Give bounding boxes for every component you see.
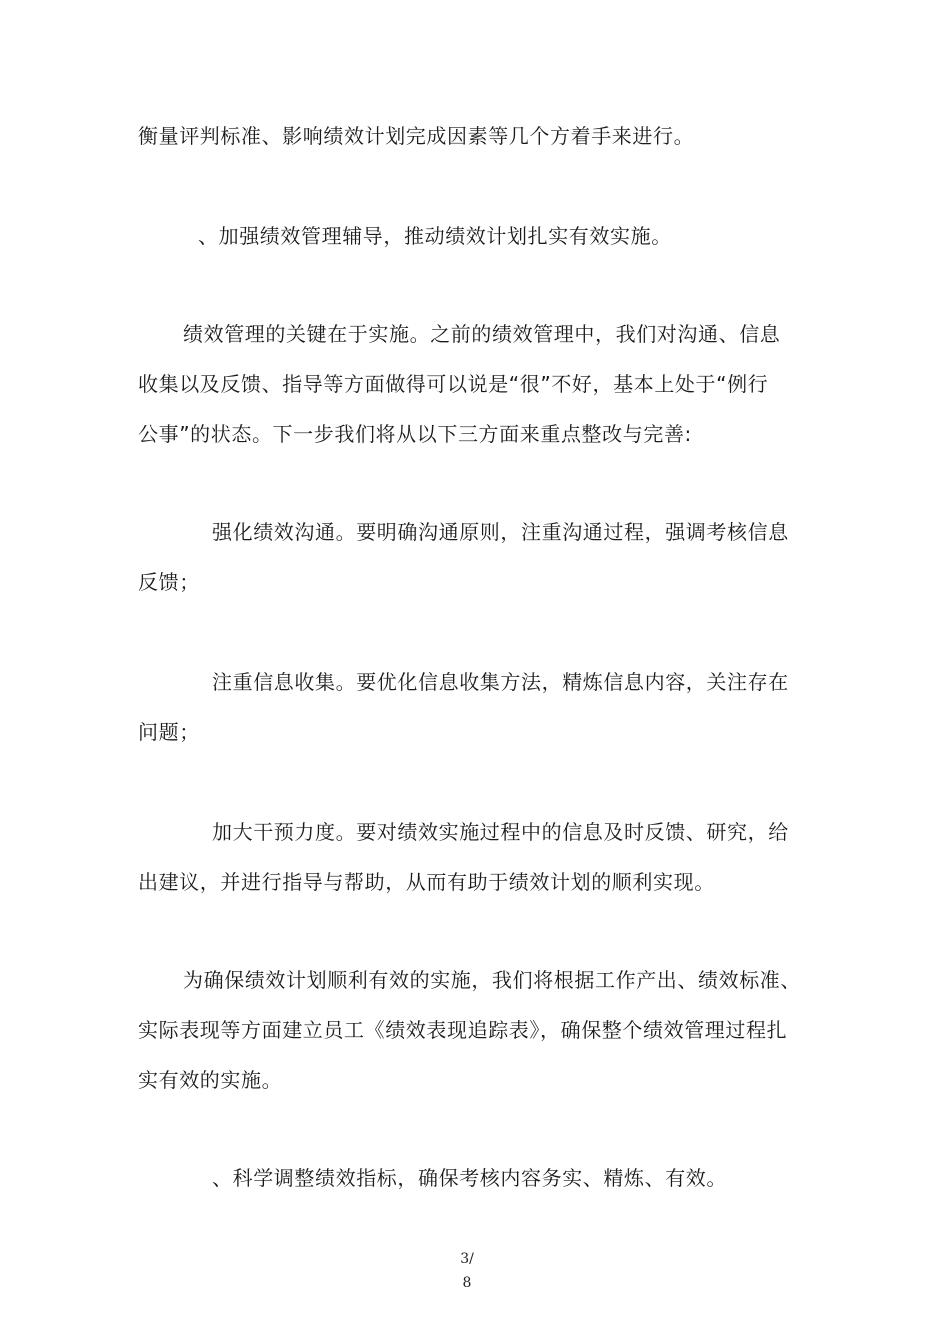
- paragraph-line-14: 实有效的实施。: [138, 1068, 283, 1092]
- paragraph-line-1: 衡量评判标准、影响绩效计划完成因素等几个方着手来进行。: [138, 124, 695, 148]
- list-item-line-1-cont: 反馈；: [138, 570, 200, 594]
- paragraph-line-13: 实际表现等方面建立员工《绩效表现追踪表》，确保整个绩效管理过程扎: [138, 1018, 788, 1042]
- list-item-line-2-cont: 问题；: [138, 720, 200, 744]
- paragraph-line-5: 公事”的状态。下一步我们将从以下三方面来重点整改与完善:: [138, 422, 692, 446]
- page-number-top: 3/: [460, 1251, 474, 1267]
- section-heading-3: 、科学调整绩效指标，确保考核内容务实、精炼、有效。: [212, 1166, 727, 1190]
- paragraph-line-12: 为确保绩效计划顺利有效的实施，我们将根据工作产出、绩效标准、: [183, 968, 801, 992]
- list-item-line-3-cont: 出建议，并进行指导与帮助，从而有助于绩效计划的顺利实现。: [138, 870, 715, 894]
- list-item-line-2: 注重信息收集。要优化信息收集方法，精炼信息内容，关注存在: [212, 670, 789, 694]
- paragraph-line-4: 收集以及反馈、指导等方面做得可以说是“很”不好，基本上处于“例行: [138, 372, 769, 396]
- section-heading-2: 、加强绩效管理辅导，推动绩效计划扎实有效实施。: [198, 224, 672, 248]
- list-item-line-1: 强化绩效沟通。要明确沟通原则，注重沟通过程，强调考核信息: [212, 520, 789, 544]
- page-number-bottom: 8: [462, 1275, 472, 1291]
- list-item-line-3: 加大干预力度。要对绩效实施过程中的信息及时反馈、研究，给: [212, 820, 789, 844]
- paragraph-line-3: 绩效管理的关键在于实施。之前的绩效管理中，我们对沟通、信息: [183, 322, 781, 346]
